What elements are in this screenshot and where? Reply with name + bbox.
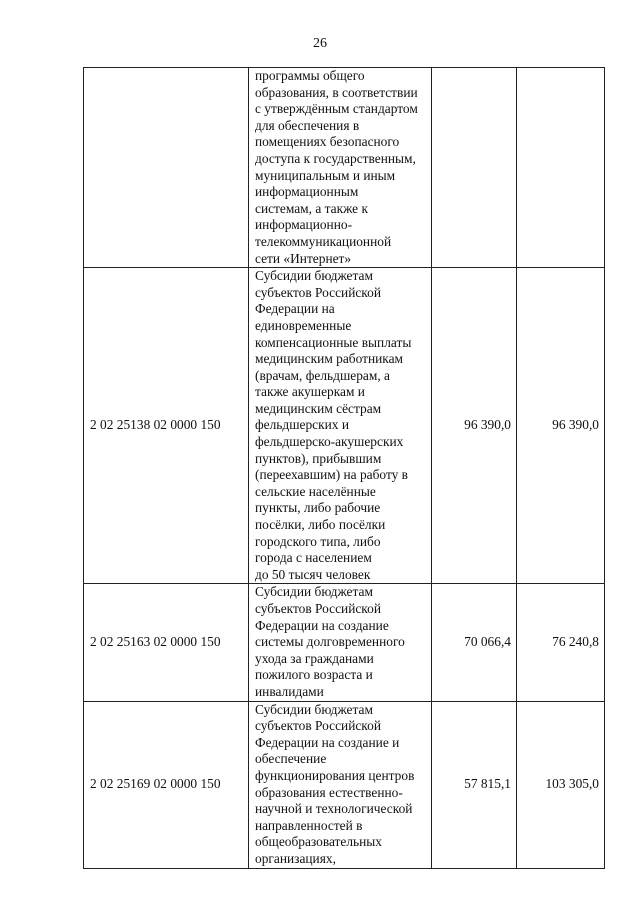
- item-name-line: системы долговременного: [255, 634, 405, 650]
- item-name-line: пунктов), прибывшим: [255, 450, 382, 466]
- table-row: [84, 268, 605, 584]
- item-name-line: медицинским сёстрам: [255, 400, 382, 416]
- item-name-line: Субсидии бюджетам: [255, 701, 373, 717]
- item-name-line: Федерации на: [255, 301, 335, 317]
- budget-code-cell: 2 02 25169 02 0000 150: [84, 701, 249, 868]
- value-cell-2: 96 390,0: [517, 268, 605, 584]
- item-name-cell: [249, 68, 432, 268]
- item-name-line: сельские населённые: [255, 483, 376, 499]
- item-name-line: городского типа, либо: [255, 533, 381, 549]
- item-name-cell: [249, 701, 432, 868]
- table-row: [84, 701, 605, 868]
- item-name-line: с утверждённым стандартом: [255, 101, 418, 117]
- value-cell-2: 103 305,0: [517, 701, 605, 868]
- item-name-line: пункты, либо рабочие: [255, 500, 381, 516]
- item-name-line: посёлки, либо посёлки: [255, 517, 386, 533]
- item-name-line: ухода за гражданами: [255, 650, 374, 666]
- item-name-line: для обеспечения в: [255, 117, 360, 133]
- value-cell-1: [432, 68, 517, 268]
- value-cell-2: [517, 68, 605, 268]
- value-cell-1: 96 390,0: [432, 268, 517, 584]
- item-name-line: города с населением: [255, 550, 372, 566]
- item-name-line: (переехавшим) на работу в: [255, 467, 408, 483]
- table-row: [84, 68, 605, 268]
- item-name-cell: [249, 268, 432, 584]
- item-name-line: медицинским работникам: [255, 351, 404, 367]
- item-name-line: компенсационные выплаты: [255, 334, 412, 350]
- item-name-line: функционирования центров: [255, 767, 415, 783]
- item-name-line: Субсидии бюджетам: [255, 268, 373, 284]
- item-name-line: Субсидии бюджетам: [255, 584, 373, 600]
- item-name-line: помещениях безопасного: [255, 134, 400, 150]
- budget-code-cell: 2 02 25138 02 0000 150: [84, 268, 249, 584]
- item-name-line: субъектов Российской: [255, 601, 381, 616]
- item-name-line: субъектов Российской: [255, 718, 381, 734]
- item-name-line: Федерации на создание и: [255, 734, 400, 750]
- item-name-line: муниципальным и иным: [255, 167, 396, 183]
- item-name-line: фельдшерско-акушерских: [255, 434, 404, 450]
- item-name-line: доступа к государственным,: [255, 150, 416, 166]
- item-name-line: обеспечение: [255, 751, 327, 767]
- item-name-line: единовременные: [255, 317, 352, 333]
- item-name-line: программы общего: [255, 68, 365, 83]
- value-cell-1: 70 066,4: [432, 584, 517, 701]
- item-name-line: научной и технологической: [255, 801, 413, 817]
- item-name-line: также акушеркам и: [255, 384, 365, 400]
- item-name-line: (врачам, фельдшерам, а: [255, 367, 390, 383]
- item-name-line: направленностей в: [255, 817, 363, 833]
- budget-code-cell: 2 02 25163 02 0000 150: [84, 584, 249, 701]
- value-cell-2: 76 240,8: [517, 584, 605, 701]
- page-number: 26: [313, 36, 327, 51]
- item-name-line: пожилого возраста и: [255, 667, 373, 683]
- table-row: [84, 584, 605, 701]
- value-cell-1: 57 815,1: [432, 701, 517, 868]
- budget-code-cell: [84, 68, 249, 268]
- item-name-line: субъектов Российской: [255, 284, 381, 300]
- item-name-line: телекоммуникационной: [255, 233, 392, 249]
- item-name-cell: [249, 584, 432, 701]
- item-name-line: системам, а также к: [255, 200, 368, 216]
- item-name-line: образования естественно-: [255, 784, 403, 800]
- item-name-line: общеобразовательных: [255, 834, 383, 850]
- item-name-line: информационным: [255, 184, 359, 200]
- item-name-line: информационно-: [255, 217, 353, 233]
- item-name-line: инвалидами: [255, 683, 324, 699]
- item-name-line: организациях,: [255, 850, 336, 866]
- item-name-line: сети «Интернет»: [255, 250, 352, 266]
- item-name-line: фельдшерских и: [255, 417, 349, 433]
- item-name-line: до 50 тысяч человек: [255, 566, 371, 582]
- item-name-line: образования, в соответствии: [255, 84, 418, 100]
- item-name-line: Федерации на создание: [255, 617, 389, 633]
- budget-revenue-table: [83, 67, 605, 869]
